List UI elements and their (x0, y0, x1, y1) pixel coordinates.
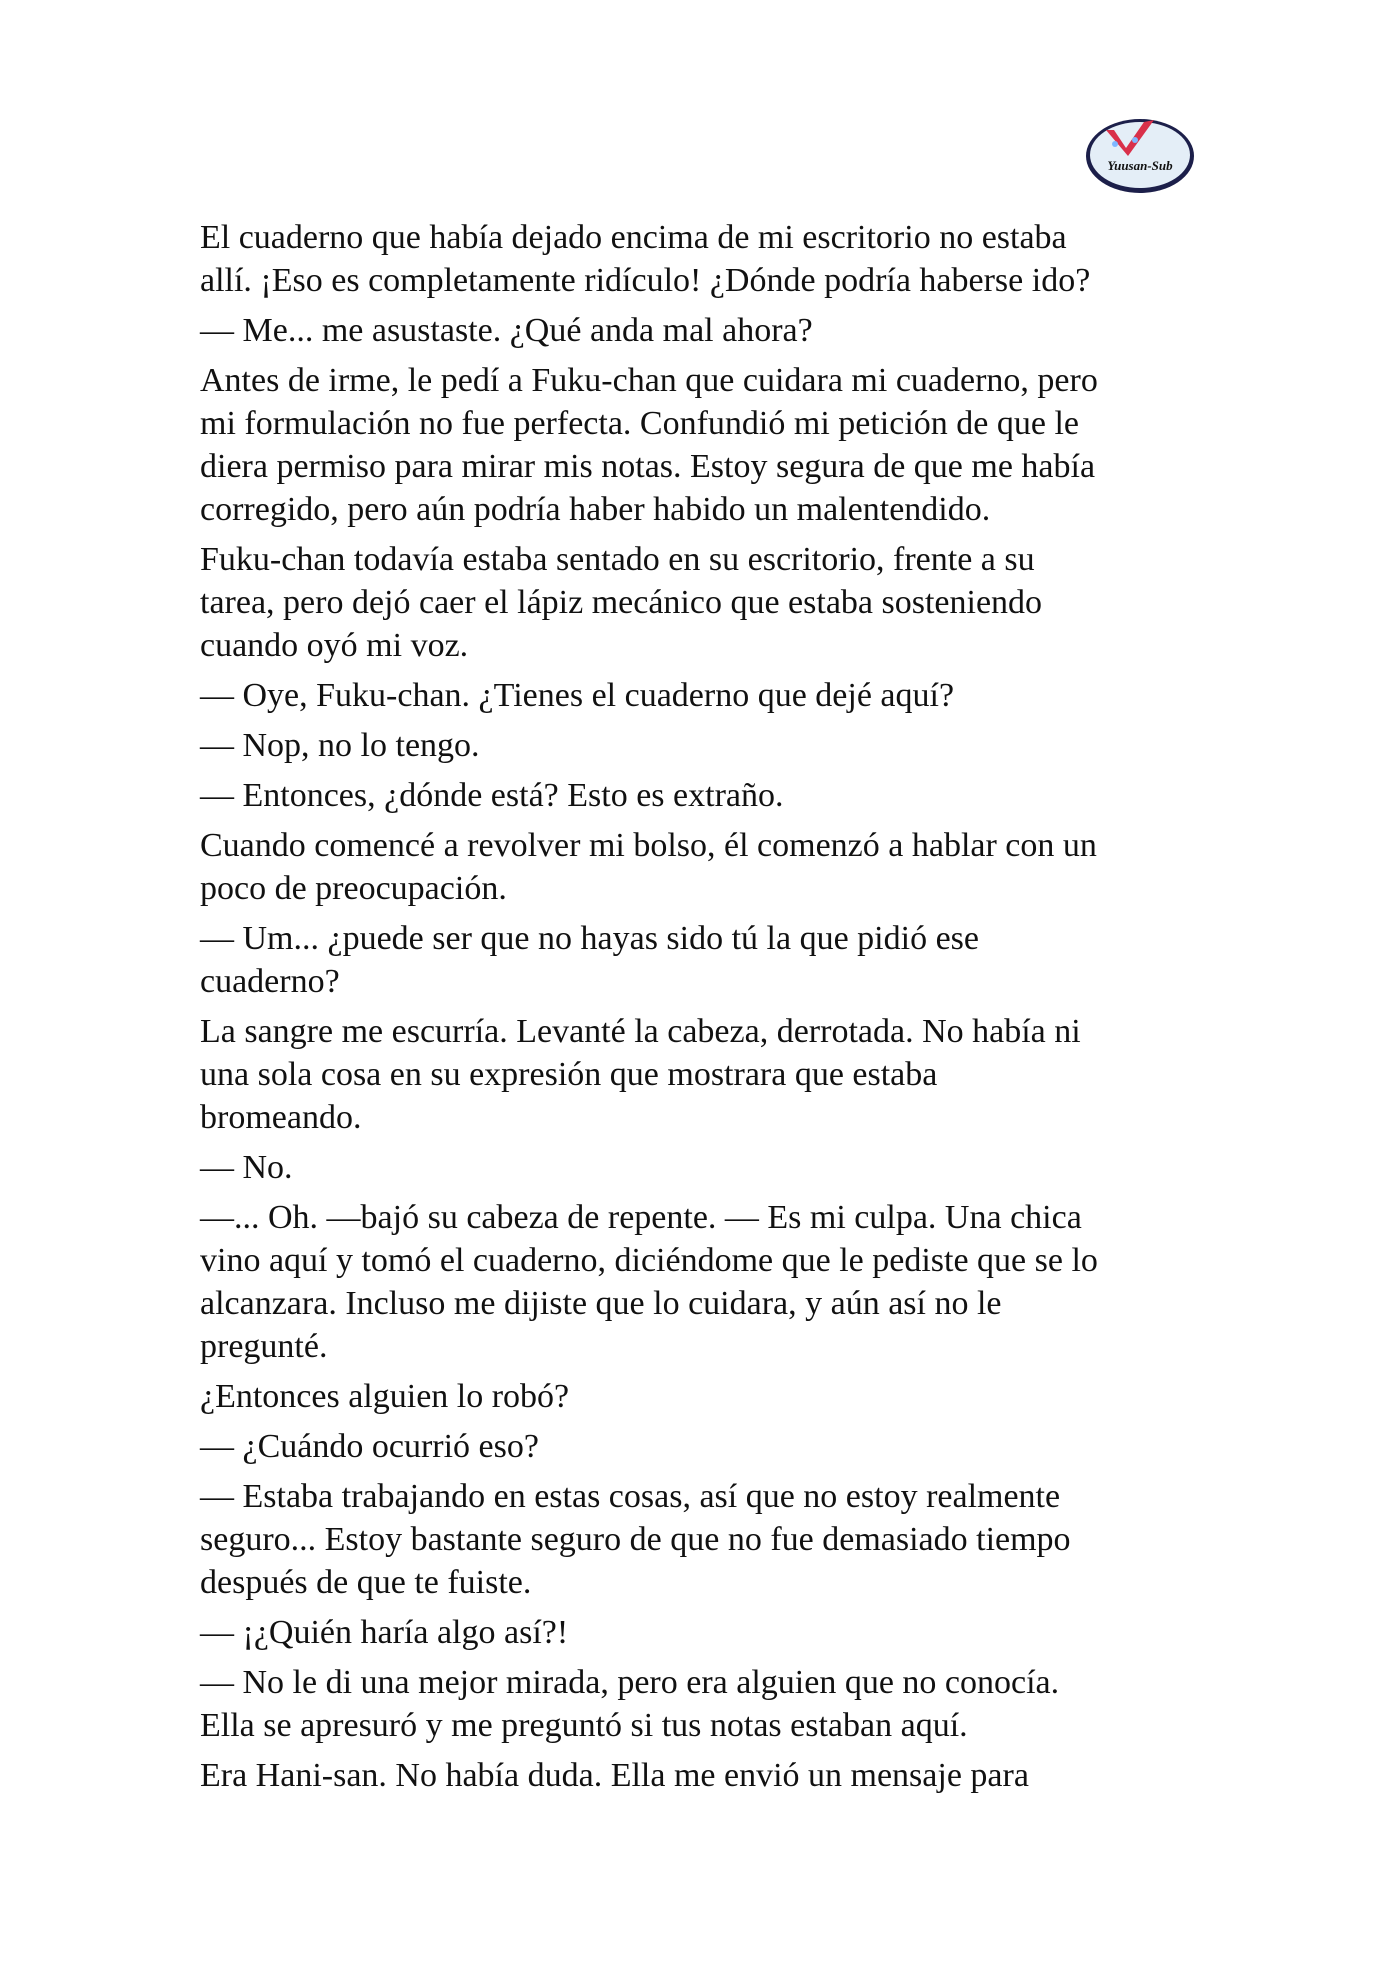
paragraph (200, 1475, 1210, 1604)
text-line: poco de preocupación. (200, 870, 507, 907)
paragraph (200, 1196, 1210, 1368)
paragraph (200, 1010, 1210, 1139)
text-line: Cuando comencé a revolver mi bolso, él comenzó a hablar con un (200, 827, 1097, 864)
text-line: — No le di una mejor mirada, pero era alguien que no conocía. (200, 1664, 1060, 1701)
watermark-logo (1084, 108, 1196, 194)
text-line: pregunté. (200, 1328, 328, 1365)
text-line: después de que te fuiste. (200, 1564, 532, 1601)
text-line: — Me... me asustaste. ¿Qué anda mal ahora? (200, 312, 813, 349)
text-line: mi formulación no fue perfecta. Confundió mi petición de que le (200, 405, 1080, 442)
text-line: bromeando. (200, 1099, 362, 1136)
text-line: — Oye, Fuku-chan. ¿Tienes el cuaderno que dejé aquí? (200, 677, 955, 714)
text-line: allí. ¡Eso es completamente ridículo! ¿Dónde podría haberse ido? (200, 262, 1091, 299)
text-line: La sangre me escurría. Levanté la cabeza, derrotada. No había ni (200, 1013, 1081, 1050)
paragraph (200, 1146, 1210, 1189)
text-line: Antes de irme, le pedí a Fuku-chan que cuidara mi cuaderno, pero (200, 362, 1098, 399)
paragraph (200, 216, 1210, 302)
paragraph (200, 359, 1210, 531)
text-line: diera permiso para mirar mis notas. Estoy segura de que me había (200, 448, 1096, 485)
paragraph (200, 824, 1210, 910)
text-line: — Um... ¿puede ser que no hayas sido tú la que pidió ese (200, 920, 979, 957)
text-line: cuando oyó mi voz. (200, 627, 469, 664)
paragraph (200, 917, 1210, 1003)
text-line: — Nop, no lo tengo. (200, 727, 480, 764)
paragraph (200, 1754, 1210, 1797)
text-line: — Entonces, ¿dónde está? Esto es extraño. (200, 777, 784, 814)
paragraph (200, 309, 1210, 352)
text-line: — ¿Cuándo ocurrió eso? (200, 1428, 539, 1465)
text-line: alcanzara. Incluso me dijiste que lo cuidara, y aún así no le (200, 1285, 1002, 1322)
text-line: seguro... Estoy bastante seguro de que no fue demasiado tiempo (200, 1521, 1071, 1558)
paragraph (200, 538, 1210, 667)
text-line: El cuaderno que había dejado encima de mi escritorio no estaba (200, 219, 1067, 256)
text-line: — Estaba trabajando en estas cosas, así que no estoy realmente (200, 1478, 1061, 1515)
paragraph (200, 1661, 1210, 1747)
text-line: una sola cosa en su expresión que mostrara que estaba (200, 1056, 938, 1093)
paragraph (200, 724, 1210, 767)
text-line: corregido, pero aún podría haber habido un malentendido. (200, 491, 991, 528)
text-line: —... Oh. —bajó su cabeza de repente. — Es mi culpa. Una chica (200, 1199, 1082, 1236)
paragraph (200, 1425, 1210, 1468)
text-line: ¿Entonces alguien lo robó? (200, 1378, 570, 1415)
text-line: Era Hani-san. No había duda. Ella me envió un mensaje para (200, 1757, 1029, 1794)
text-line: vino aquí y tomó el cuaderno, diciéndome que le pediste que se lo (200, 1242, 1098, 1279)
logo-text: Yuusan-Sub (1107, 158, 1173, 173)
paragraph (200, 774, 1210, 817)
text-line: — No. (200, 1149, 293, 1186)
paragraph (200, 1375, 1210, 1418)
paragraph (200, 1611, 1210, 1654)
text-line: Fuku-chan todavía estaba sentado en su escritorio, frente a su (200, 541, 1035, 578)
text-line: tarea, pero dejó caer el lápiz mecánico que estaba sosteniendo (200, 584, 1043, 621)
paragraph (200, 674, 1210, 717)
body-text (200, 216, 1210, 1804)
text-line: — ¡¿Quién haría algo así?! (200, 1614, 569, 1651)
text-line: Ella se apresuró y me preguntó si tus notas estaban aquí. (200, 1707, 968, 1744)
text-line: cuaderno? (200, 963, 340, 1000)
